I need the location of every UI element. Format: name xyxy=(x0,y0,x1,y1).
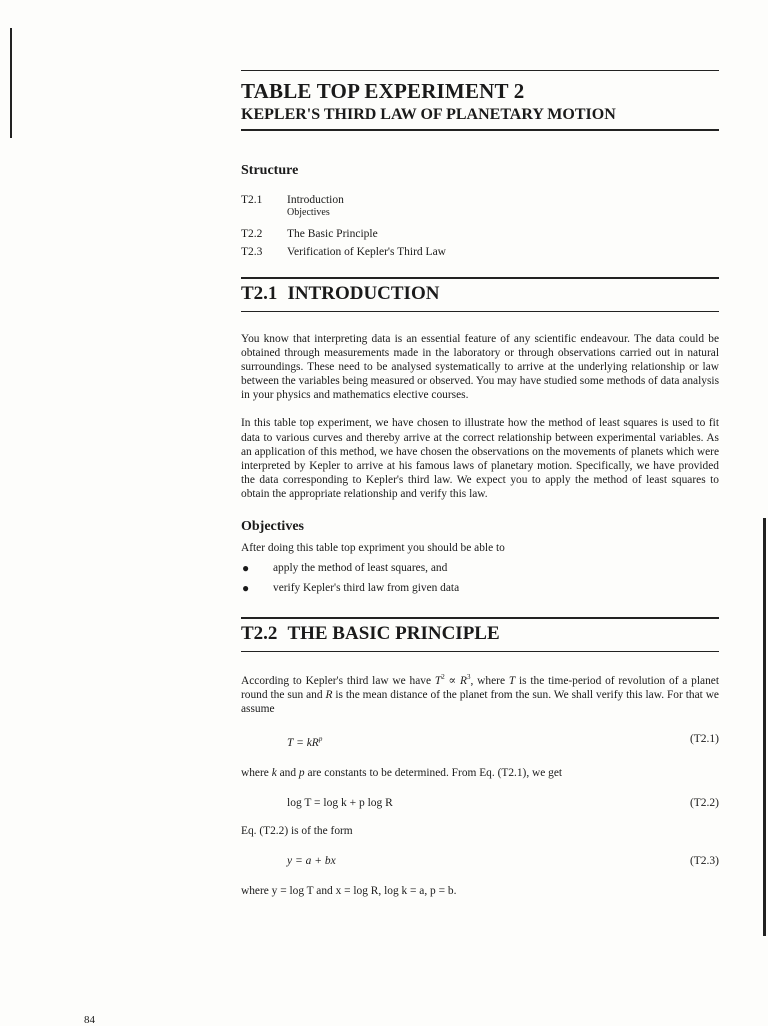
structure-item-number: T2.1 xyxy=(241,194,263,206)
variable-R: R xyxy=(325,689,333,702)
title-bottom-rule xyxy=(241,129,719,131)
equation-number: (T2.2) xyxy=(689,797,719,810)
structure-item xyxy=(241,245,719,259)
text-run: According to Kepler's third law we have xyxy=(241,674,435,687)
structure-subitem: Objectives xyxy=(287,207,330,218)
section-number: T2.1 xyxy=(241,283,278,304)
structure-list xyxy=(241,193,719,259)
section-title: THE BASIC PRINCIPLE xyxy=(287,623,500,645)
structure-item xyxy=(241,193,719,207)
section-title: INTRODUCTION xyxy=(287,283,440,304)
bullet-icon: ● xyxy=(242,561,250,576)
equation-body xyxy=(287,732,322,750)
principle-paragraph: According to Kepler's third law we have $T^2 \propto R^3$, where T is the time-period of revolution of a planet round the sun and R is the mean distance of the planet from the sun. We shall verify this law. For that we assume xyxy=(241,673,720,716)
structure-heading: Structure xyxy=(241,163,299,178)
page-content xyxy=(241,70,719,898)
text-run: is the mean distance of the planet from the sun. We shall verify this law. For that we assume xyxy=(241,689,719,716)
principle-paragraph xyxy=(241,766,719,780)
title-top-rule xyxy=(241,70,719,71)
principle-paragraph: where y = log T and x = log R, log k = a, p = b. xyxy=(241,885,457,898)
variable-p: p xyxy=(298,767,305,780)
intro-paragraph: You know that interpreting data is an essential feature of any scientific endeavour. The data could be obtained through measurements made in the laboratory or through observations carried out in natural surroundings. These need to be analysed systematically to arrive at the underlying relationship or law between the variables being measured or observed. You may have studied some methods of data analysis in your physics and mathematics elective courses. xyxy=(241,333,719,402)
bullet-icon: ● xyxy=(242,581,250,596)
document-title: TABLE TOP EXPERIMENT 2 xyxy=(241,79,525,103)
structure-item-number: T2.3 xyxy=(241,246,263,258)
equation-t2-2 xyxy=(241,796,719,810)
equation-t2-1 xyxy=(241,732,719,750)
equation-body: log T = log k + p log R xyxy=(287,797,393,810)
equation-t2-3 xyxy=(241,854,719,868)
structure-item-number: T2.2 xyxy=(241,228,263,240)
section-heading-basic-principle xyxy=(241,619,719,651)
structure-item xyxy=(241,227,719,241)
text-run: are constants to be determined. From Eq. (T2.1), we get xyxy=(304,767,563,780)
text-run: is the time-period of revolution of a planet round the sun and xyxy=(241,674,720,702)
structure-item-label: Verification of Kepler's Third Law xyxy=(287,246,446,258)
equation-number: (T2.1) xyxy=(689,733,719,746)
objectives-heading: Objectives xyxy=(241,519,304,535)
objective-text: apply the method of least squares, and xyxy=(273,562,448,575)
text-run: , where xyxy=(470,674,509,687)
equation-exponent: p xyxy=(318,735,323,744)
equation-body: y = a + bx xyxy=(287,855,336,868)
variable-T: T xyxy=(434,674,442,687)
variable-T: T xyxy=(508,674,516,687)
intro-paragraph: In this table top experiment, we have chosen to illustrate how the method of least squares is used to fit data to various curves and thereby arrive at the correct relationship between experimental variables. As an application of this method, we have chosen the observations on the movements of planets which were interpreted by Kepler to arrive at his famous laws of planetary motion. Specifically, we have provided the data corresponding to Kepler's third law. We expect you to apply the method of least squares to obtain the appropriate relationship and verify this law. xyxy=(241,417,719,500)
proportional-symbol: ∝ xyxy=(444,674,461,687)
objective-item xyxy=(241,581,719,595)
text-run: and xyxy=(276,767,299,780)
objective-text: verify Kepler's third law from given data xyxy=(273,582,460,595)
scan-edge-mark xyxy=(10,28,12,138)
objectives-lead: After doing this table top expriment you should be able to xyxy=(241,542,505,555)
structure-item-label: Introduction xyxy=(287,194,344,206)
document-subtitle: KEPLER'S THIRD LAW OF PLANETARY MOTION xyxy=(241,106,616,123)
section-number: T2.2 xyxy=(241,623,278,645)
section-heading-introduction xyxy=(241,279,719,311)
equation-number: (T2.3) xyxy=(689,855,719,868)
structure-item-label: The Basic Principle xyxy=(287,228,378,240)
page-number: 84 xyxy=(84,1014,95,1026)
scan-edge-mark xyxy=(763,518,766,936)
objective-item xyxy=(241,561,719,575)
variable-R: R xyxy=(460,674,468,687)
variable-k: k xyxy=(271,767,277,780)
text-run: where xyxy=(241,767,272,780)
equation-text: T = kR xyxy=(287,737,319,750)
principle-paragraph: Eq. (T2.2) is of the form xyxy=(241,825,353,838)
